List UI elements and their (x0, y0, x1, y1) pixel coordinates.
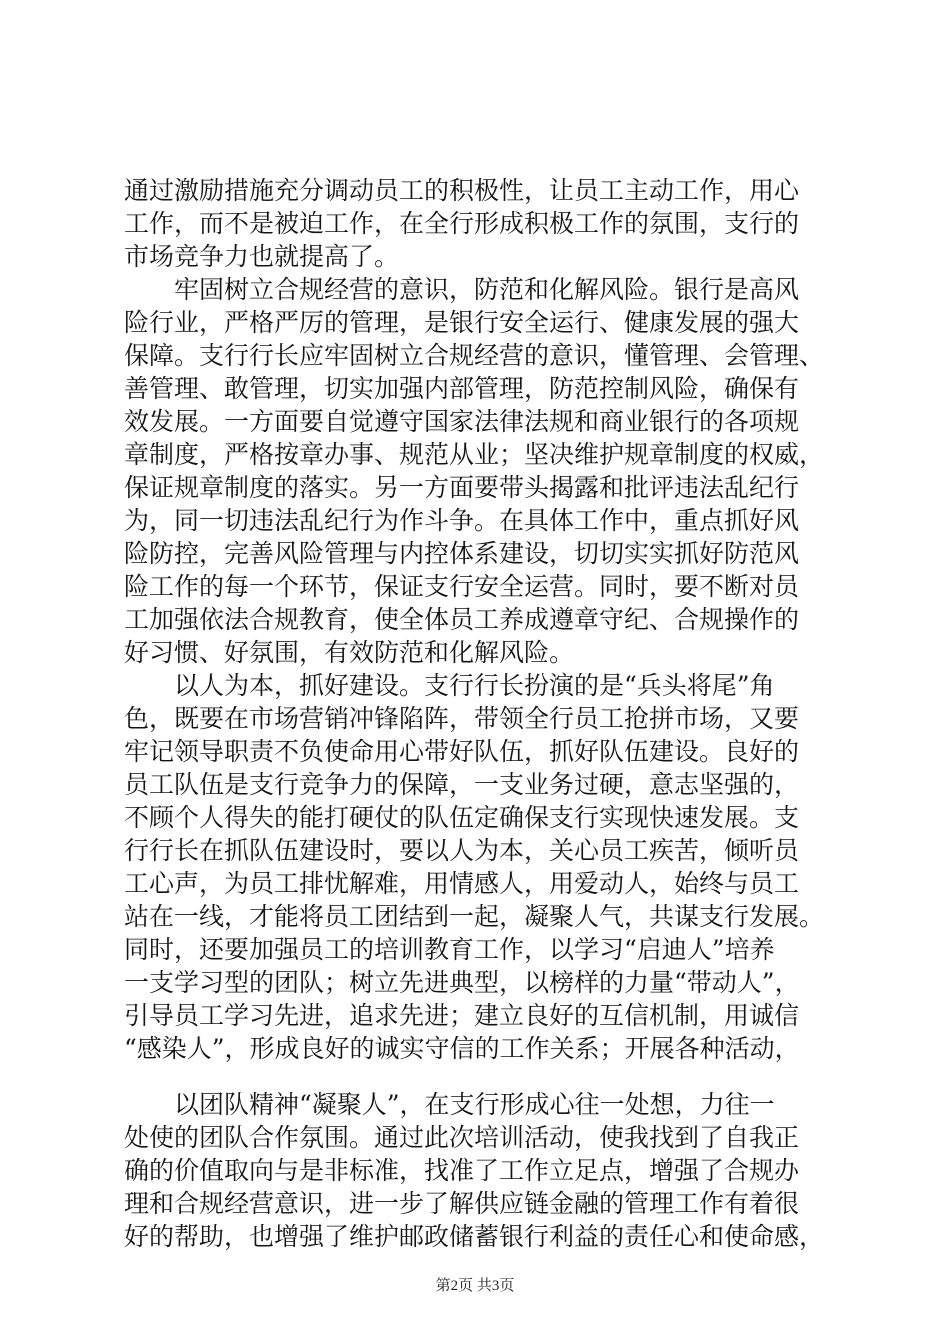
text-line: 险防控，完善风险管理与内控体系建设，切切实实抓好防范风 (124, 539, 800, 568)
text-line: 工作，而不是被迫工作，在全行形成积极工作的氛围，支行的 (124, 209, 800, 238)
text-line: 险工作的每一个环节，保证支行安全运营。同时，要不断对员 (124, 572, 800, 601)
page-number-footer: 第2页 共3页 (435, 1278, 515, 1294)
text-line: 色，既要在市场营销冲锋陷阵，带领全行员工抢拼市场，又要 (124, 704, 800, 733)
text-line: 行行长在抓队伍建设时，要以人为本，关心员工疾苦，倾听员 (124, 836, 800, 865)
text-line: 员工队伍是支行竞争力的保障，一支业务过硬，意志坚强的， (124, 770, 800, 799)
text-line: 效发展。一方面要自觉遵守国家法律法规和商业银行的各项规 (124, 407, 800, 436)
text-line: 通过激励措施充分调动员工的积极性，让员工主动工作，用心 (124, 176, 800, 205)
text-line: 工心声，为员工排忧解难，用情感人，用爱动人，始终与员工 (124, 869, 800, 898)
text-line: 不顾个人得失的能打硬仗的队伍定确保支行实现快速发展。支 (124, 803, 800, 832)
text-line: 处使的团队合作氛围。通过此次培训活动，使我找到了自我正 (124, 1123, 800, 1152)
text-line: 确的价值取向与是非标准，找准了工作立足点，增强了合规办 (124, 1156, 800, 1185)
text-line: 好习惯、好氛围，有效防范和化解风险。 (124, 638, 575, 667)
text-line: 一支学习型的团队；树立先进典型，以榜样的力量“带动人”， (124, 968, 800, 997)
text-line: “感染人”，形成良好的诚实守信的工作关系；开展各种活动， (124, 1034, 800, 1063)
text-line: 市场竞争力也就提高了。 (124, 242, 400, 271)
text-line: 工加强依法合规教育，使全体员工养成遵章守纪、合规操作的 (124, 605, 800, 634)
text-line: 保证规章制度的落实。另一方面要带头揭露和批评违法乱纪行 (124, 473, 800, 502)
text-line: 为，同一切违法乱纪行为作斗争。在具体工作中，重点抓好风 (124, 506, 800, 535)
text-line: 险行业，严格严厉的管理，是银行安全运行、健康发展的强大 (124, 308, 800, 337)
text-line: 同时，还要加强员工的培训教育工作，以学习“启迪人”培养 (124, 935, 775, 964)
text-line: 善管理、敢管理，切实加强内部管理，防范控制风险，确保有 (124, 374, 800, 403)
text-line: 保障。支行行长应牢固树立合规经营的意识，懂管理、会管理、 (124, 341, 825, 370)
text-line: 章制度，严格按章办事、规范从业；坚决维护规章制度的权威， (124, 440, 825, 469)
text-line: 理和合规经营意识，进一步了解供应链金融的管理工作有着很 (124, 1189, 800, 1218)
text-line: 好的帮助，也增强了维护邮政储蓄银行利益的责任心和使命感， (124, 1222, 825, 1251)
text-line: 牢记领导职责不负使命用心带好队伍，抓好队伍建设。良好的 (124, 737, 800, 766)
text-line: 站在一线，才能将员工团结到一起，凝聚人气，共谋支行发展。 (124, 902, 825, 931)
paragraph-start-line: 以团队精神“凝聚人”，在支行形成心往一处想，力往一 (174, 1090, 775, 1119)
text-line: 引导员工学习先进，追求先进；建立良好的互信机制，用诚信 (124, 1001, 800, 1030)
paragraph-start-line: 牢固树立合规经营的意识，防范和化解风险。银行是高风 (174, 275, 800, 304)
paragraph-start-line: 以人为本，抓好建设。支行行长扮演的是“兵头将尾”角 (174, 671, 775, 700)
